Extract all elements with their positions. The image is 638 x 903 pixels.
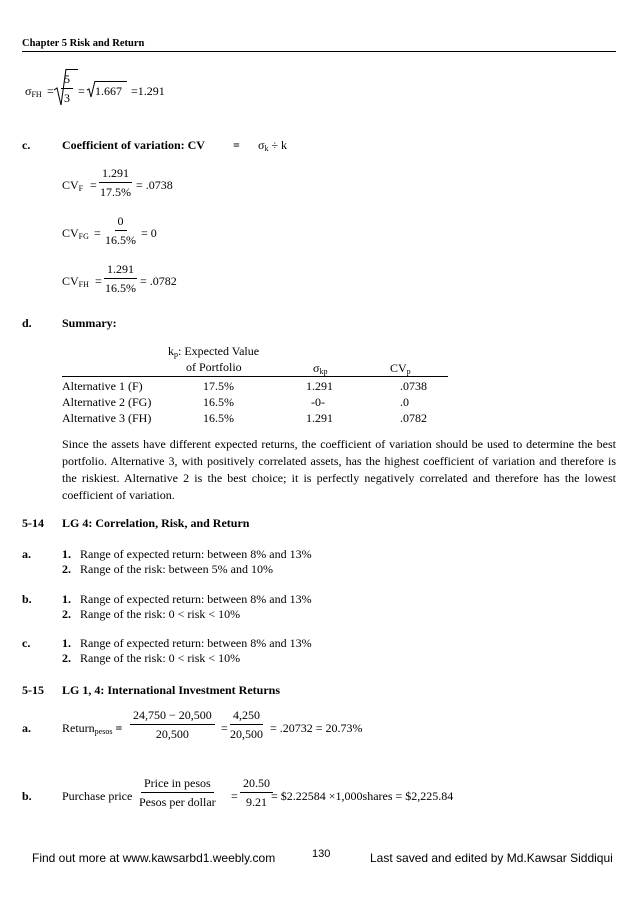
fraction-denominator: 17.5% — [100, 185, 131, 199]
cv-fh-fraction — [102, 262, 139, 295]
sigma-fh-result: =1.291 — [131, 84, 165, 98]
fraction-numerator: 5 — [61, 72, 73, 89]
return-pesos-label: Return$_{pesos}$ = — [62, 721, 123, 736]
part-b-letter: b. — [22, 789, 32, 803]
row-cv: .0 — [400, 395, 409, 409]
row-sigma: 1.291 — [306, 379, 333, 393]
item-text: Range of expected return: between 8% and 13% — [80, 636, 312, 650]
purchase-price-label: Purchase price — [62, 789, 133, 803]
sigma-symbol: $\sigma_{FH}$ — [25, 84, 42, 99]
cv-fg-result: = 0 — [141, 226, 157, 240]
summary-paragraph: Since the assets have different expected returns, the coefficient of variation should be used to determine the best portfolio. Alternative 3, with positively correlated assets, has the highest coefficient of variation and therefore is the riskiest. Alternative 2 is the best choice; it is perfectly negatively correlated and therefore has the lowest coefficient of variation. — [62, 437, 616, 502]
fraction-numerator: 20.50 — [240, 776, 273, 793]
col-header-sigma: $\sigma_{kp}$ — [313, 361, 328, 376]
cv-formula: $\sigma_k \div k$ — [258, 138, 288, 153]
fraction-denominator: 9.21 — [246, 795, 267, 809]
item-b-letter: b. — [22, 592, 32, 606]
problem-5-14-title: LG 4: Correlation, Risk, and Return — [62, 516, 250, 530]
item-a-letter: a. — [22, 547, 31, 561]
cv-f-result: = .0738 — [136, 178, 173, 192]
equals-sign: = — [231, 789, 238, 803]
item-number: 1. — [62, 592, 71, 606]
fraction-denominator: 20,500 — [230, 727, 263, 741]
item-text: Range of the risk: 0 < risk < 10% — [80, 607, 241, 621]
table-header-rule — [62, 376, 448, 377]
fraction-denominator: 20,500 — [155, 727, 189, 741]
cv-fg-label: $CV_{FG}$ — [62, 226, 89, 241]
fraction-numerator: 0 — [115, 214, 127, 231]
fraction-denominator: 16.5% — [105, 281, 136, 295]
fraction-denominator: 3 — [64, 91, 70, 105]
row-name: Alternative 1 (F) — [62, 379, 143, 393]
fraction-numerator: 1.291 — [99, 166, 132, 183]
return-result: = .20732 = 20.73% — [270, 721, 363, 735]
row-cv: .0782 — [400, 411, 427, 425]
item-number: 2. — [62, 562, 71, 576]
item-text: Range of the risk: between 5% and 10% — [80, 562, 273, 576]
header-rule — [22, 51, 616, 52]
fraction-numerator: 24,750 − 20,500 — [130, 708, 215, 725]
item-number: 2. — [62, 607, 71, 621]
equals-sign: = — [78, 84, 85, 98]
row-cv: .0738 — [400, 379, 427, 393]
item-number: 1. — [62, 547, 71, 561]
purchase-price-result: = $2.22584 ×1,000shares = $2,225.84 — [271, 789, 454, 803]
cv-fh-result: = .0782 — [140, 274, 177, 288]
row-name: Alternative 2 (FG) — [62, 395, 152, 409]
equals-sign: = — [90, 178, 97, 192]
fraction-numerator: 4,250 — [230, 708, 263, 725]
equals-sign: = — [233, 138, 240, 152]
row-kp: 16.5% — [203, 395, 234, 409]
item-c-letter: c. — [22, 636, 31, 650]
col-header-kp-line2: of Portfolio — [186, 360, 242, 374]
cv-fg-fraction — [102, 214, 139, 247]
fraction-numerator: Price in pesos — [141, 776, 214, 793]
fraction-denominator: 16.5% — [105, 233, 136, 247]
problem-5-15-title: LG 1, 4: International Investment Returns — [62, 683, 280, 697]
row-sigma: -0- — [311, 395, 325, 409]
part-c-title: Coefficient of variation: CV — [62, 138, 205, 152]
footer-author-text: Last saved and edited by Md.Kawsar Siddiqui — [370, 851, 613, 865]
part-c-letter: c. — [22, 138, 31, 152]
return-fraction-2 — [227, 708, 266, 741]
row-kp: 17.5% — [203, 379, 234, 393]
page-number: 130 — [312, 848, 331, 860]
purchase-price-fraction-2 — [240, 776, 273, 809]
part-d-letter: d. — [22, 316, 32, 330]
row-name: Alternative 3 (FH) — [62, 411, 152, 425]
item-number: 2. — [62, 651, 71, 665]
purchase-price-fraction-1 — [136, 776, 219, 809]
part-d-title: Summary: — [62, 316, 117, 330]
col-header-cv: $CV_p$ — [390, 361, 411, 376]
sqrt-value: 1.667 — [95, 84, 122, 98]
equals-sign: = — [221, 721, 228, 735]
problem-5-15-number: 5-15 — [22, 683, 44, 697]
equals-sign: = — [95, 274, 102, 288]
item-number: 1. — [62, 636, 71, 650]
sqrt-fraction — [61, 72, 73, 105]
footer-website-text: Find out more at www.kawsarbd1.weebly.com — [32, 851, 276, 865]
radical-bar — [66, 69, 78, 70]
cv-f-fraction — [97, 166, 134, 199]
part-a-letter: a. — [22, 721, 31, 735]
equals-sign: = — [47, 84, 54, 98]
cv-fh-label: $CV_{FH}$ — [62, 274, 89, 289]
cv-f-label: $CV_F$ — [62, 178, 84, 193]
col-header-kp: $k_p$: Expected Value — [168, 344, 260, 359]
fraction-denominator: Pesos per dollar — [139, 795, 216, 809]
return-fraction-1 — [130, 708, 215, 741]
item-text: Range of expected return: between 8% and 13% — [80, 547, 312, 561]
page-header-title: Chapter 5 Risk and Return — [22, 38, 145, 49]
row-kp: 16.5% — [203, 411, 234, 425]
equals-sign: = — [94, 226, 101, 240]
item-text: Range of expected return: between 8% and 13% — [80, 592, 312, 606]
item-text: Range of the risk: 0 < risk < 10% — [80, 651, 241, 665]
radical-bar — [95, 81, 127, 82]
row-sigma: 1.291 — [306, 411, 333, 425]
problem-5-14-number: 5-14 — [22, 516, 44, 530]
fraction-numerator: 1.291 — [104, 262, 137, 279]
